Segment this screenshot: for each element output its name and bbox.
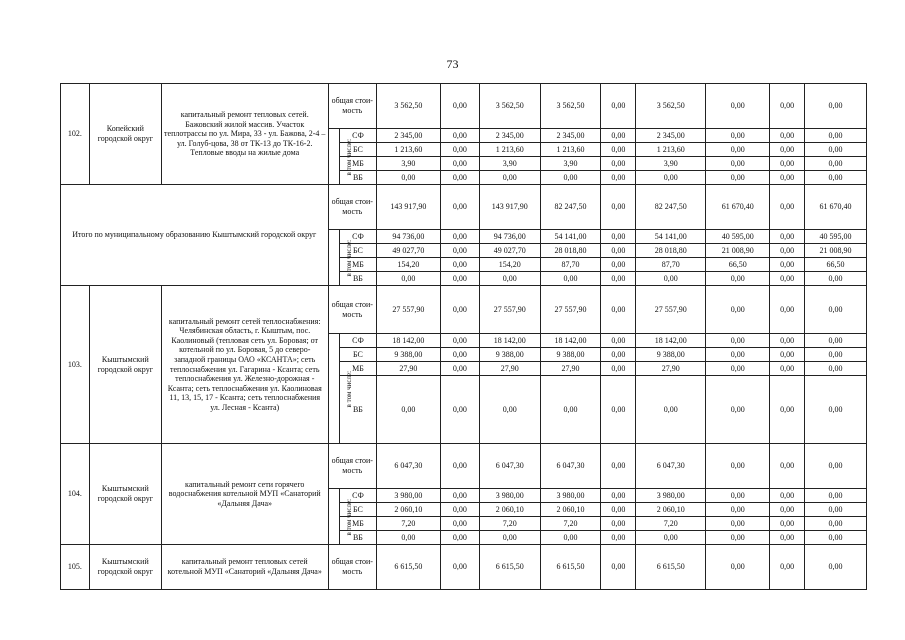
value-cell: 27 557,90 — [479, 286, 540, 334]
value-cell: 0,00 — [540, 272, 601, 286]
in-total-label: в том числе: — [344, 138, 353, 176]
value-cell: 2 060,10 — [636, 503, 706, 517]
value-cell: 0,00 — [479, 376, 540, 444]
value-cell: 0,00 — [805, 272, 867, 286]
value-cell: 7,20 — [540, 517, 601, 531]
value-cell: 2 345,00 — [376, 129, 440, 143]
value-cell: 0,00 — [440, 545, 479, 590]
value-cell: 6 047,30 — [540, 444, 601, 489]
value-cell: 0,00 — [440, 230, 479, 244]
value-cell: 0,00 — [601, 171, 636, 185]
value-cell: 82 247,50 — [636, 185, 706, 230]
page-number: 73 — [446, 57, 459, 71]
value-cell: 0,00 — [440, 258, 479, 272]
row-type-label: СФ — [339, 489, 376, 503]
value-cell: 66,50 — [706, 258, 770, 272]
value-cell: 61 670,40 — [706, 185, 770, 230]
value-cell: 0,00 — [601, 489, 636, 503]
district-name: Кыштымский городской округ — [89, 545, 161, 590]
value-cell: 0,00 — [805, 362, 867, 376]
in-total-label: в том числе: — [344, 498, 353, 536]
value-cell: 0,00 — [706, 489, 770, 503]
value-cell: 18 142,00 — [376, 334, 440, 348]
in-total-vertical-label — [328, 129, 353, 185]
value-cell: 0,00 — [601, 258, 636, 272]
value-cell: 0,00 — [440, 444, 479, 489]
value-cell: 82 247,50 — [540, 185, 601, 230]
value-cell: 0,00 — [376, 171, 440, 185]
district-name: Кыштымский городской округ — [89, 286, 161, 444]
value-cell: 40 595,00 — [706, 230, 770, 244]
value-cell: 0,00 — [601, 348, 636, 362]
row-type-label: ВБ — [339, 171, 376, 185]
value-cell: 0,00 — [601, 517, 636, 531]
value-cell: 7,20 — [636, 517, 706, 531]
value-cell: 0,00 — [770, 84, 805, 129]
value-cell: 2 345,00 — [479, 129, 540, 143]
project-number: 103. — [61, 286, 90, 444]
value-cell: 6 047,30 — [376, 444, 440, 489]
value-cell: 0,00 — [805, 84, 867, 129]
value-cell: 0,00 — [440, 171, 479, 185]
value-cell: 9 388,00 — [376, 348, 440, 362]
value-cell: 0,00 — [770, 503, 805, 517]
value-cell: 0,00 — [770, 362, 805, 376]
value-cell: 0,00 — [770, 185, 805, 230]
value-cell: 0,00 — [770, 230, 805, 244]
value-cell: 9 388,00 — [479, 348, 540, 362]
value-cell: 0,00 — [601, 230, 636, 244]
value-cell: 0,00 — [706, 272, 770, 286]
project-number: 102. — [61, 84, 90, 185]
value-cell: 0,00 — [479, 531, 540, 545]
value-cell: 0,00 — [770, 171, 805, 185]
value-cell: 0,00 — [440, 503, 479, 517]
value-cell: 0,00 — [440, 185, 479, 230]
value-cell: 0,00 — [770, 531, 805, 545]
value-cell: 0,00 — [479, 272, 540, 286]
value-cell: 0,00 — [601, 334, 636, 348]
row-type-label: БС — [339, 348, 376, 362]
value-cell: 3 562,50 — [540, 84, 601, 129]
value-cell: 0,00 — [805, 489, 867, 503]
value-cell: 0,00 — [805, 531, 867, 545]
value-cell: 0,00 — [805, 503, 867, 517]
value-cell: 0,00 — [706, 171, 770, 185]
value-cell: 0,00 — [601, 157, 636, 171]
value-cell: 54 141,00 — [636, 230, 706, 244]
value-cell: 0,00 — [479, 171, 540, 185]
value-cell: 66,50 — [805, 258, 867, 272]
table-body — [61, 84, 867, 590]
value-cell: 0,00 — [601, 531, 636, 545]
value-cell: 0,00 — [805, 376, 867, 444]
in-total-label: в том числе: — [344, 239, 353, 277]
project-description: капитальный ремонт сети горячего водоснабжения котельной МУП «Санаторий «Дальняя Дача» — [161, 444, 328, 545]
value-cell: 49 027,70 — [376, 244, 440, 258]
value-cell: 0,00 — [770, 244, 805, 258]
table-row — [61, 444, 867, 489]
value-cell: 0,00 — [601, 545, 636, 590]
value-cell: 1 213,60 — [376, 143, 440, 157]
value-cell: 7,20 — [376, 517, 440, 531]
value-cell: 61 670,40 — [805, 185, 867, 230]
value-cell: 9 388,00 — [636, 348, 706, 362]
value-cell: 0,00 — [805, 348, 867, 362]
value-cell: 0,00 — [805, 129, 867, 143]
value-cell: 0,00 — [636, 376, 706, 444]
value-cell: 27,90 — [540, 362, 601, 376]
value-cell: 0,00 — [805, 143, 867, 157]
value-cell: 0,00 — [706, 376, 770, 444]
row-type-total-cost: общая стои-мость — [328, 286, 376, 334]
value-cell: 0,00 — [540, 171, 601, 185]
row-type-label: ВБ — [339, 531, 376, 545]
value-cell: 0,00 — [376, 272, 440, 286]
value-cell: 0,00 — [706, 545, 770, 590]
row-type-total-cost: общая стои-мость — [328, 444, 376, 489]
value-cell: 0,00 — [805, 157, 867, 171]
row-type-total-cost: общая стои-мость — [328, 545, 376, 590]
value-cell: 0,00 — [636, 531, 706, 545]
total-label: Итого по муниципальному образованию Кыштымский городской округ — [61, 185, 329, 286]
in-total-vertical-label — [328, 230, 353, 286]
value-cell: 0,00 — [770, 129, 805, 143]
value-cell: 87,70 — [540, 258, 601, 272]
table-row — [61, 545, 867, 590]
value-cell: 27 557,90 — [376, 286, 440, 334]
value-cell: 0,00 — [440, 129, 479, 143]
value-cell: 0,00 — [601, 84, 636, 129]
row-type-total-cost: общая стои-мость — [328, 185, 376, 230]
value-cell: 3 980,00 — [376, 489, 440, 503]
value-cell: 2 060,10 — [479, 503, 540, 517]
value-cell: 0,00 — [805, 334, 867, 348]
in-total-vertical-label — [328, 489, 353, 545]
value-cell: 6 615,50 — [376, 545, 440, 590]
value-cell: 0,00 — [706, 348, 770, 362]
project-number: 104. — [61, 444, 90, 545]
project-description: капитальный ремонт тепловых сетей котельной МУП «Санаторий «Дальняя Дача» — [161, 545, 328, 590]
value-cell: 3 562,50 — [376, 84, 440, 129]
value-cell: 21 008,90 — [706, 244, 770, 258]
value-cell: 6 047,30 — [479, 444, 540, 489]
row-type-label: ВБ — [339, 376, 376, 444]
value-cell: 0,00 — [805, 171, 867, 185]
row-type-label: БС — [339, 503, 376, 517]
row-type-total-cost: общая стои-мость — [328, 84, 376, 129]
value-cell: 0,00 — [770, 444, 805, 489]
table-row — [61, 84, 867, 129]
value-cell: 0,00 — [706, 334, 770, 348]
value-cell: 143 917,90 — [479, 185, 540, 230]
value-cell: 0,00 — [706, 143, 770, 157]
value-cell: 27,90 — [376, 362, 440, 376]
value-cell: 27,90 — [636, 362, 706, 376]
value-cell: 2 345,00 — [636, 129, 706, 143]
in-total-label: в том числе: — [344, 370, 353, 408]
value-cell: 0,00 — [440, 531, 479, 545]
value-cell: 3,90 — [376, 157, 440, 171]
value-cell: 0,00 — [805, 286, 867, 334]
row-type-label: СФ — [339, 334, 376, 348]
value-cell: 2 060,10 — [376, 503, 440, 517]
value-cell: 0,00 — [601, 286, 636, 334]
value-cell: 27,90 — [479, 362, 540, 376]
value-cell: 0,00 — [636, 272, 706, 286]
value-cell: 18 142,00 — [636, 334, 706, 348]
value-cell: 0,00 — [440, 489, 479, 503]
in-total-vertical-label — [328, 334, 353, 444]
value-cell: 0,00 — [706, 129, 770, 143]
district-name: Копейский городской округ — [89, 84, 161, 185]
value-cell: 0,00 — [376, 531, 440, 545]
value-cell: 0,00 — [601, 143, 636, 157]
value-cell: 18 142,00 — [479, 334, 540, 348]
value-cell: 154,20 — [479, 258, 540, 272]
value-cell: 0,00 — [805, 444, 867, 489]
value-cell: 2 345,00 — [540, 129, 601, 143]
value-cell: 3,90 — [636, 157, 706, 171]
value-cell: 7,20 — [479, 517, 540, 531]
value-cell: 28 018,80 — [636, 244, 706, 258]
value-cell: 0,00 — [770, 517, 805, 531]
value-cell: 0,00 — [770, 143, 805, 157]
value-cell: 3 980,00 — [479, 489, 540, 503]
value-cell: 0,00 — [601, 129, 636, 143]
value-cell: 54 141,00 — [540, 230, 601, 244]
value-cell: 0,00 — [540, 531, 601, 545]
row-type-label: СФ — [339, 129, 376, 143]
value-cell: 0,00 — [601, 272, 636, 286]
value-cell: 27 557,90 — [636, 286, 706, 334]
project-number: 105. — [61, 545, 90, 590]
value-cell: 0,00 — [601, 185, 636, 230]
value-cell: 87,70 — [636, 258, 706, 272]
value-cell: 0,00 — [440, 348, 479, 362]
value-cell: 0,00 — [706, 517, 770, 531]
value-cell: 0,00 — [440, 244, 479, 258]
value-cell: 3 980,00 — [636, 489, 706, 503]
row-type-label: МБ — [339, 258, 376, 272]
value-cell: 0,00 — [601, 376, 636, 444]
value-cell: 9 388,00 — [540, 348, 601, 362]
value-cell: 0,00 — [770, 489, 805, 503]
value-cell: 94 736,00 — [479, 230, 540, 244]
value-cell: 0,00 — [706, 503, 770, 517]
value-cell: 0,00 — [440, 143, 479, 157]
value-cell: 0,00 — [706, 157, 770, 171]
value-cell: 0,00 — [601, 444, 636, 489]
value-cell: 0,00 — [440, 286, 479, 334]
value-cell: 0,00 — [770, 376, 805, 444]
value-cell: 0,00 — [440, 362, 479, 376]
value-cell: 6 047,30 — [636, 444, 706, 489]
value-cell: 0,00 — [805, 545, 867, 590]
value-cell: 1 213,60 — [636, 143, 706, 157]
value-cell: 3,90 — [479, 157, 540, 171]
value-cell: 0,00 — [770, 286, 805, 334]
value-cell: 0,00 — [770, 157, 805, 171]
value-cell: 0,00 — [601, 503, 636, 517]
total-row — [61, 185, 867, 230]
value-cell: 0,00 — [601, 362, 636, 376]
value-cell: 0,00 — [636, 171, 706, 185]
value-cell: 6 615,50 — [540, 545, 601, 590]
value-cell: 3 980,00 — [540, 489, 601, 503]
value-cell: 0,00 — [770, 545, 805, 590]
value-cell: 3,90 — [540, 157, 601, 171]
value-cell: 0,00 — [706, 362, 770, 376]
value-cell: 0,00 — [440, 334, 479, 348]
value-cell: 94 736,00 — [376, 230, 440, 244]
row-type-label: СФ — [339, 230, 376, 244]
value-cell: 0,00 — [770, 272, 805, 286]
value-cell: 0,00 — [706, 444, 770, 489]
value-cell: 154,20 — [376, 258, 440, 272]
value-cell: 0,00 — [706, 531, 770, 545]
value-cell: 0,00 — [706, 286, 770, 334]
value-cell: 6 615,50 — [479, 545, 540, 590]
value-cell: 1 213,60 — [479, 143, 540, 157]
row-type-label: МБ — [339, 157, 376, 171]
budget-table — [60, 83, 867, 590]
value-cell: 0,00 — [770, 348, 805, 362]
value-cell: 2 060,10 — [540, 503, 601, 517]
value-cell: 0,00 — [805, 517, 867, 531]
value-cell: 0,00 — [770, 258, 805, 272]
value-cell: 49 027,70 — [479, 244, 540, 258]
value-cell: 143 917,90 — [376, 185, 440, 230]
value-cell: 18 142,00 — [540, 334, 601, 348]
value-cell: 0,00 — [770, 334, 805, 348]
value-cell: 0,00 — [601, 244, 636, 258]
row-type-label: МБ — [339, 517, 376, 531]
table-row — [61, 286, 867, 334]
value-cell: 0,00 — [440, 157, 479, 171]
value-cell: 0,00 — [540, 376, 601, 444]
value-cell: 0,00 — [706, 84, 770, 129]
value-cell: 0,00 — [440, 517, 479, 531]
value-cell: 6 615,50 — [636, 545, 706, 590]
value-cell: 3 562,50 — [636, 84, 706, 129]
value-cell: 28 018,80 — [540, 244, 601, 258]
value-cell: 40 595,00 — [805, 230, 867, 244]
district-name: Кыштымский городской округ — [89, 444, 161, 545]
project-description: капитальный ремонт тепловых сетей. Бажовский жилой массив. Участок теплотрассы по ул. Мира, 33 - ул. Бажова, 2-4 – ул. Голуб-цова, 38 от ТК-13 до ТК-16-2. Тепловые вводы на жилые дома — [161, 84, 328, 185]
value-cell: 0,00 — [376, 376, 440, 444]
value-cell: 0,00 — [440, 272, 479, 286]
row-type-label: МБ — [339, 362, 376, 376]
row-type-label: ВБ — [339, 272, 376, 286]
value-cell: 1 213,60 — [540, 143, 601, 157]
value-cell: 27 557,90 — [540, 286, 601, 334]
value-cell: 0,00 — [440, 376, 479, 444]
row-type-label: БС — [339, 244, 376, 258]
value-cell: 0,00 — [440, 84, 479, 129]
row-type-label: БС — [339, 143, 376, 157]
value-cell: 3 562,50 — [479, 84, 540, 129]
value-cell: 21 008,90 — [805, 244, 867, 258]
project-description: капитальный ремонт сетей теплоснабжения: Челябинская область, г. Кыштым, пос. Каолиновый (тепловая сеть ул. Боровая; от котельной по ул. Боровая, 5 до северо-западной границы ОАО «КСАНТА»; сеть теплоснабжения ул. Гагарина - Ксанта; сеть теплоснабжения ул. Железно-дорожная - Ксанта; сеть теплоснабжения ул. Каолиновая 11, 13, 15, 17 - Ксанта; сеть теплоснабжения ул. Лесная - Ксанта) — [161, 286, 328, 444]
